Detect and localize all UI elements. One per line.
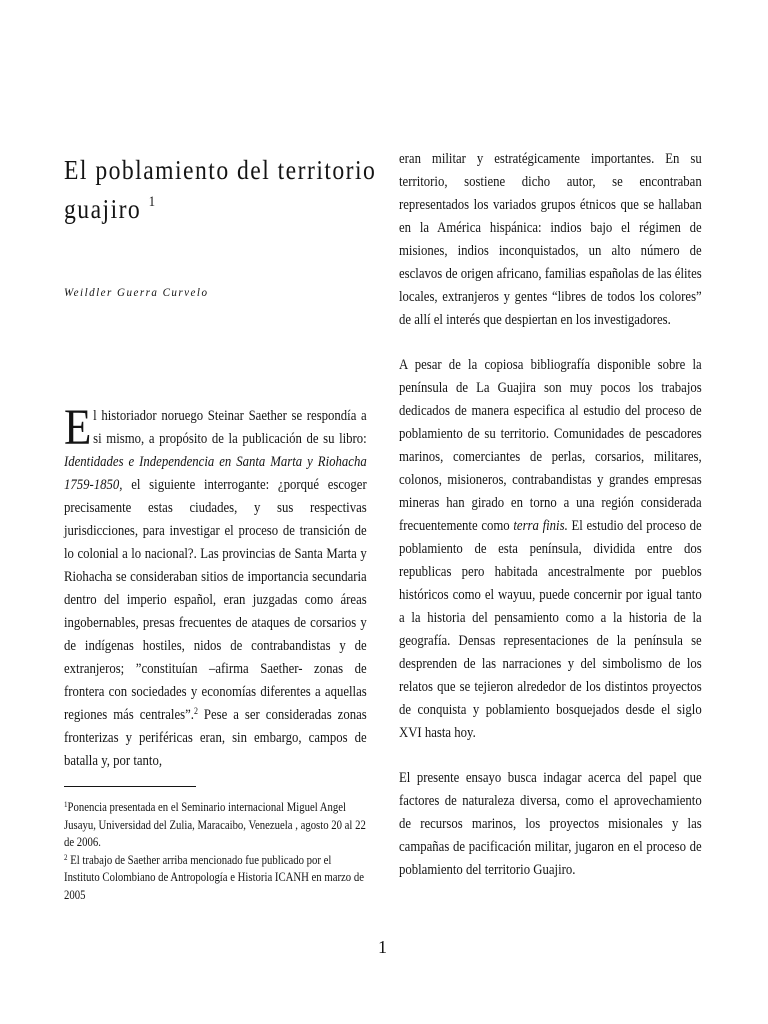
paragraph-bibliography: A pesar de la copiosa bibliografía disponible sobre la península de La Guajira son muy pocos los trabajos dedicados de manera especifica al estudio del proceso de poblamiento de su territorio. Comunidades de pescadores marinos, comerciantes de perlas, corsarios, militares, colonos, misioneros, contrabandistas y grandes empresas mineras han girado en torno a una región considerada frecuentemente como terra finis. El estudio del proceso de poblamiento de esta península, dividida entre dos republicas pero habitada ancestralmente por pueblos históricos como el wayuu, puede concernir por igual tanto a la historia del pensamiento como a la historia de la geografía. Densas representaciones de la península se desprenden de las narraciones y del simbolismo de los relatos que se tejieron alrededor de los distintos proyectos de conquista y poblamiento bosquejados desde el siglo XVI hasta hoy.	[399, 357, 702, 741]
footnote-1: $^1$Ponencia presentada en el Seminario internacional Miguel Angel Jusayu, Universidad del Zulia, Maracaibo, Venezuela , agosto 20 al 22 de 2006.	[64, 800, 366, 849]
intro-paragraph: El historiador noruego Steinar Saether se respondía a si mismo, a propósito de la publicación de su libro: Identidades e Independencia en Santa Marta y Riohacha 1759-1850, el siguiente interrogante: ¿porqué escoger precisamente estas ciudades, y sus respectivas jurisdicciones, para investigar el proceso de transición de lo colonial a lo nacional?. Las provincias de Santa Marta y Riohacha se consideraban sitios de importancia secundaria dentro del imperio español, eran juzgadas como áreas ingobernables, presas frecuentes de ataques de corsarios y de indígenas hostiles, nidos de contrabandistas y de extranjeros; ”constituían –afirma Saether- zonas de frontera con sociedades y economías diferentes a aquellas regiones más centrales”.$^2$ Pese a ser consideradas zonas fronterizas y periféricas eran, sin embargo, campos de batalla y, por tanto,	[64, 400, 367, 769]
paragraph-purpose: El presente ensayo busca indagar acerca del papel que factores de naturaleza diversa, como el aprovechamiento de recursos marinos, los proyectos misionales y las campañas de pacificación militar, jugaron en el proceso de poblamiento del territorio Guajiro.	[399, 770, 702, 878]
drop-cap: E	[64, 400, 92, 456]
article-title	[64, 150, 377, 228]
footnote-ref-2[interactable]: 2	[193, 706, 198, 716]
footnotes	[64, 799, 368, 904]
title-line-2: guajiro	[64, 193, 142, 224]
title-footnote-mark[interactable]: 1	[148, 194, 156, 210]
footnote-divider	[64, 786, 196, 787]
footnote-2: $^2$ El trabajo de Saether arriba mencionado fue publicado por el Instituto Colombiano de Antropología e Historia ICANH en marzo de 2005	[64, 852, 364, 902]
author-name: Weildler Guerra Curvelo	[64, 285, 209, 299]
left-column	[64, 150, 377, 773]
paragraph-continued: eran militar y estratégicamente importantes. En su territorio, sostiene dicho autor, se encontraban representados los variados grupos étnicos que se hallaban en la América hispánica: indios bajo el régimen de misiones, indios inconquistados, un alto número de esclavos de origen africano, familias españolas de las élites locales, extranjeros y gentes “libres de todos los colores” de allí el interés que despiertan en los investigadores.	[399, 151, 702, 328]
italic-term: terra finis.	[513, 518, 568, 534]
book-title: Identidades e Independencia en Santa Marta y Riohacha 1759-1850,	[64, 454, 367, 493]
page-number: 1	[378, 937, 387, 957]
title-line-1: El poblamiento del territorio	[64, 154, 377, 185]
right-column	[399, 148, 704, 882]
